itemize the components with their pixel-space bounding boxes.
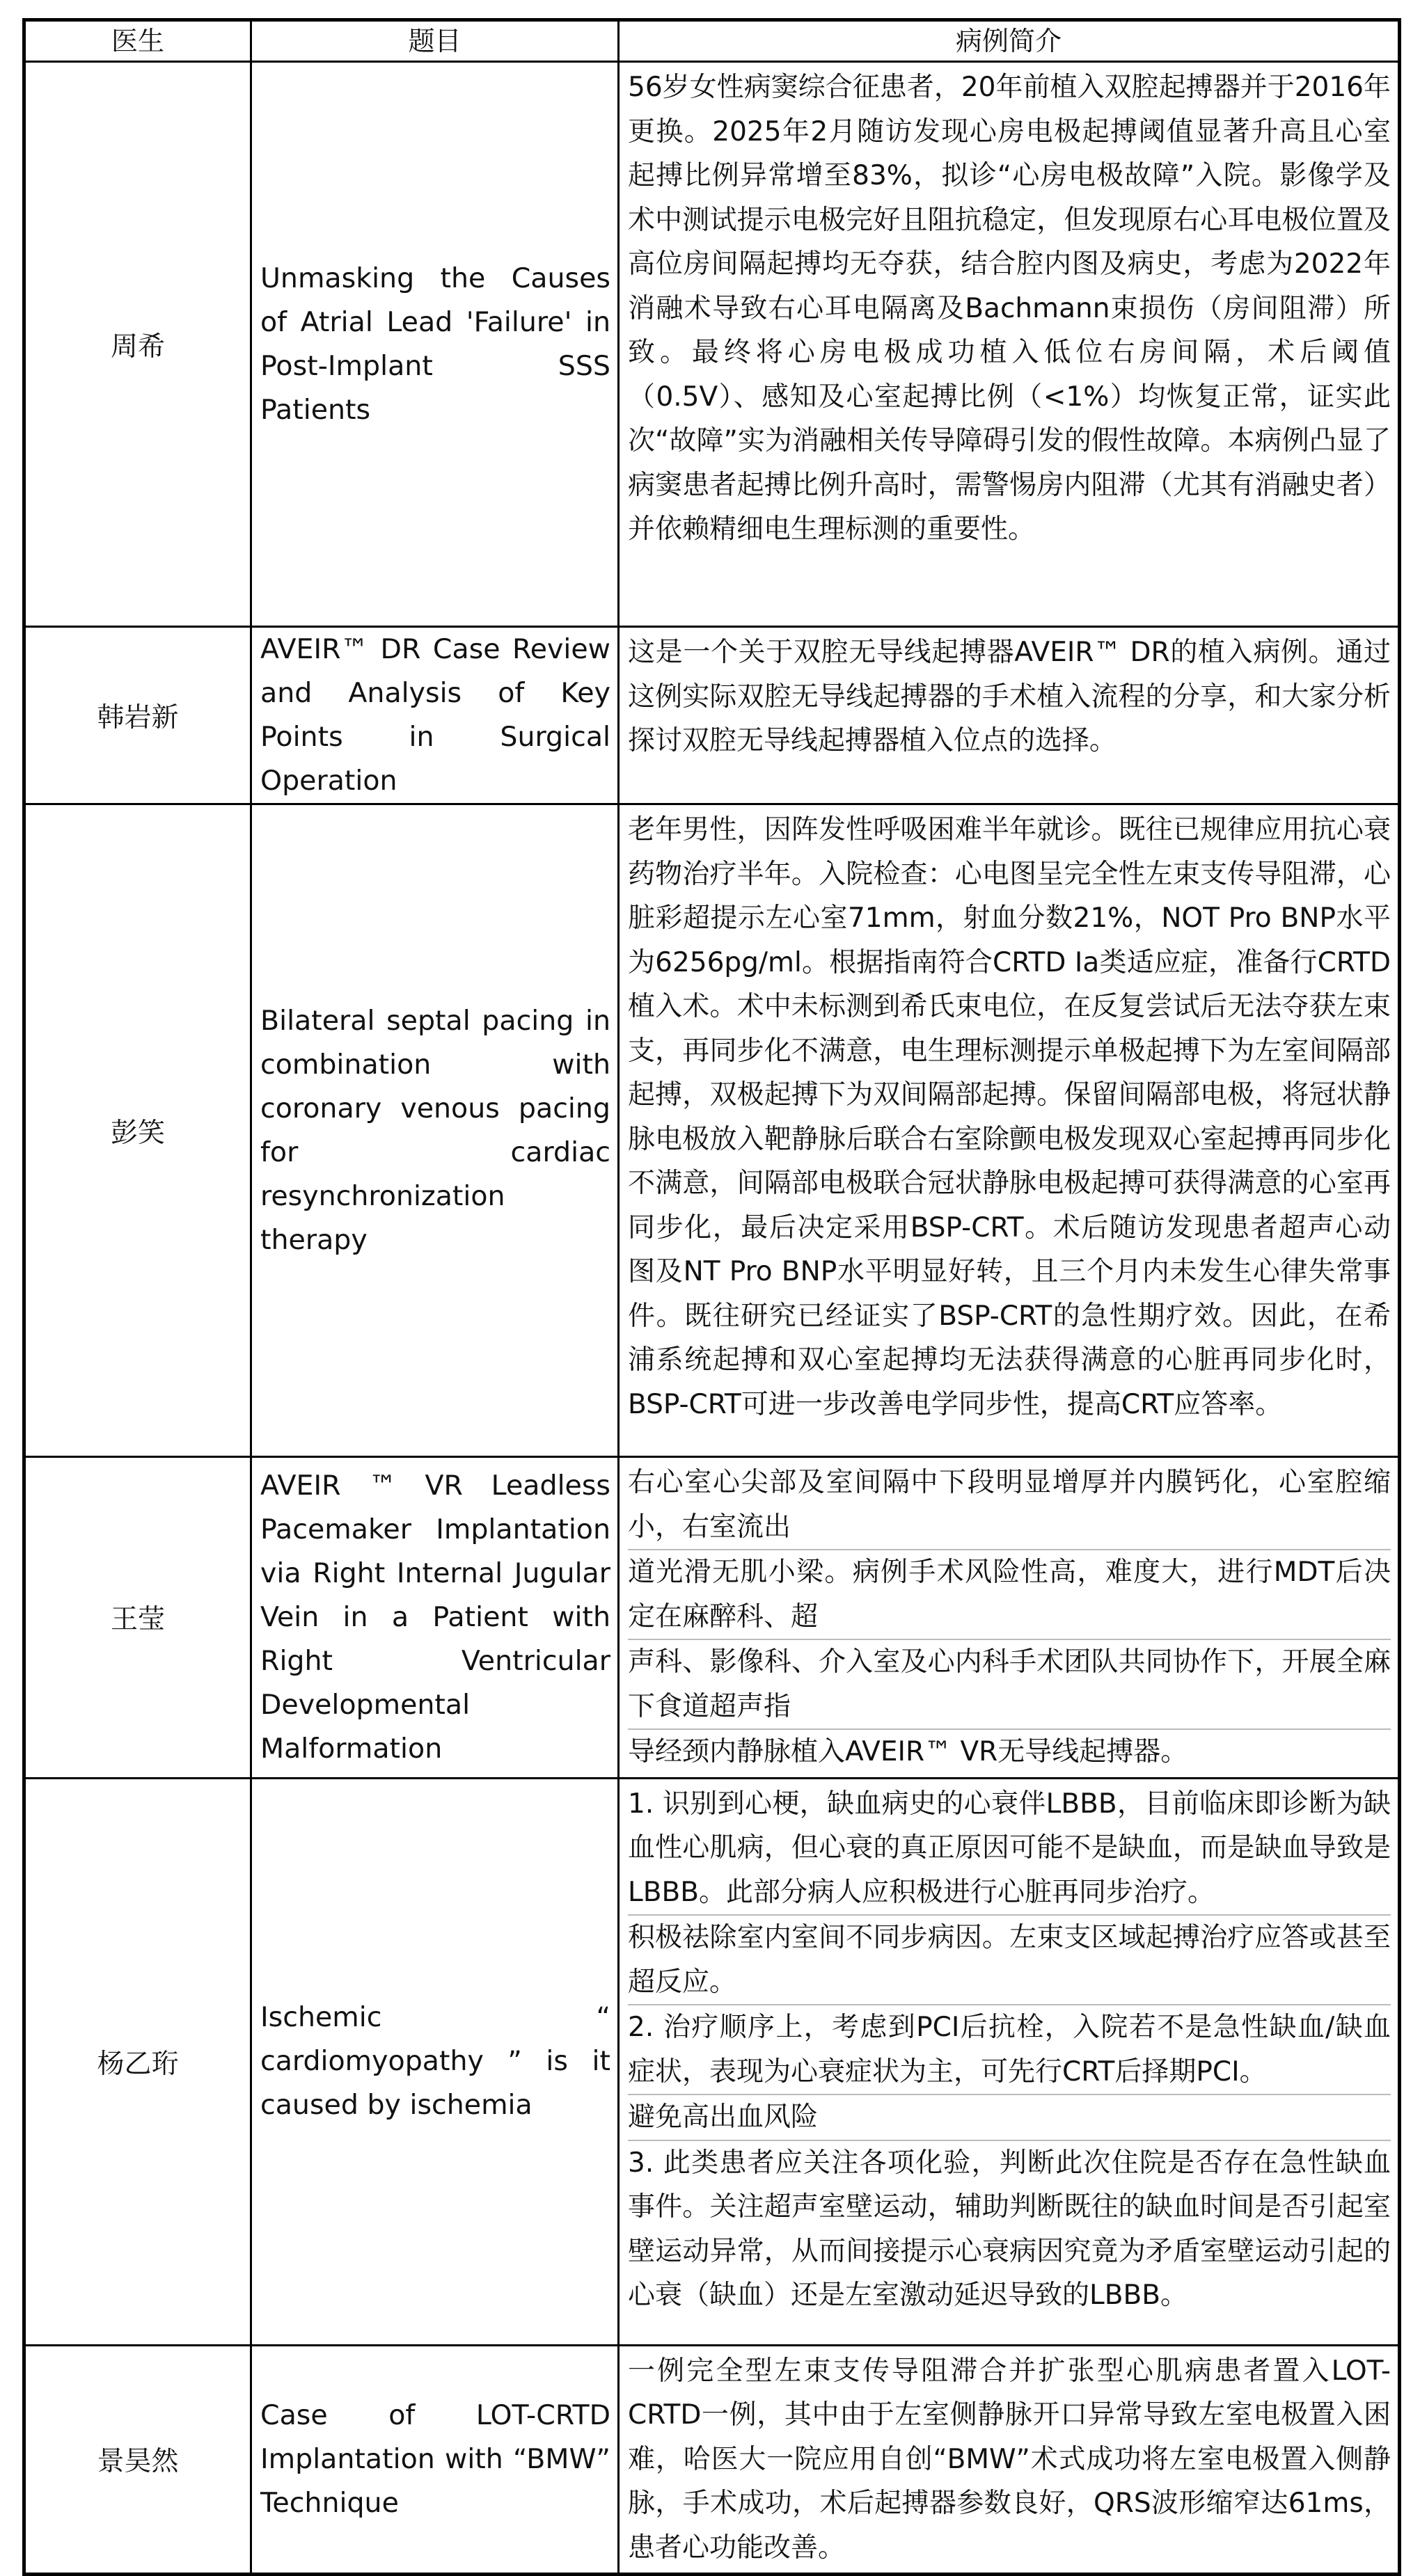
intro-cell [619, 804, 1400, 1457]
table-row [24, 627, 1400, 804]
intro-cell [619, 62, 1400, 627]
table-body [24, 62, 1400, 2575]
intro-paragraph: 积极祛除室内室间不同步病因。左束支区域起搏治疗应答或甚至超反应。 [628, 1916, 1391, 2005]
doctor-cell: 周希 [24, 62, 251, 627]
doctor-cell: 杨乙珩 [24, 1778, 251, 2345]
intro-paragraph: 右心室心尖部及室间隔中下段明显增厚并内膜钙化，心室腔缩小，右室流出 [628, 1461, 1391, 1550]
doctor-cell: 景昊然 [24, 2345, 251, 2575]
header-title: 题目 [251, 20, 619, 62]
table-row [24, 62, 1400, 627]
intro-paragraph: 56岁女性病窦综合征患者，20年前植入双腔起搏器并于2016年更换。2025年2月随访发现心房电极起搏阈值显著升高且心室起搏比例异常增至83%，拟诊“心房电极故障”入院。影像学及术中测试提示电极完好且阻抗稳定，但发现原右心耳电极位置及高位房间隔起搏均无夺获，结合腔内图及病史，考虑为2022年消融术导致右心耳电隔离及Bachmann束损伤（房间阻滞）所致。最终将心房电极成功植入低位右房间隔，术后阈值（0.5V）、感知及心室起搏比例（<1%）均恢复正常，证实此次“故障”实为消融相关传导障碍引发的假性故障。本病例凸显了病窦患者起搏比例升高时，需警惕房内阻滞（尤其有消融史者）并依赖精细电生理标测的重要性。 [628, 72, 1391, 545]
title-cell: Bilateral septal pacing in combination with coronary venous pacing for cardiac resynchronization therapy [251, 804, 619, 1457]
title-cell: AVEIR™ DR Case Review and Analysis of Key Points in Surgical Operation [251, 627, 619, 804]
case-table [22, 18, 1401, 2576]
intro-paragraph: 导经颈内静脉植入AVEIR™ VR无导线起搏器。 [628, 1736, 1188, 1767]
header-row [24, 20, 1400, 62]
intro-paragraph: 这是一个关于双腔无导线起搏器AVEIR™ DR的植入病例。通过这例实际双腔无导线起搏器的手术植入流程的分享，和大家分析探讨双腔无导线起搏器植入位点的选择。 [628, 637, 1391, 756]
header-intro: 病例简介 [619, 20, 1400, 62]
intro-cell [619, 627, 1400, 804]
intro-paragraph: 道光滑无肌小梁。病例手术风险性高，难度大，进行MDT后决定在麻醉科、超 [628, 1550, 1391, 1640]
doctor-cell: 韩岩新 [24, 627, 251, 804]
title-cell: Ischemic “ cardiomyopathy ” is it caused by ischemia [251, 1778, 619, 2345]
intro-paragraph: 3. 此类患者应关注各项化验，判断此次住院是否存在急性缺血事件。关注超声室壁运动，辅助判断既往的缺血时间是否引起室壁运动异常，从而间接提示心衰病因究竟为矛盾室壁运动引起的心衰（缺血）还是左室激动延迟导致的LBBB。 [628, 2147, 1391, 2311]
header-doctor: 医生 [24, 20, 251, 62]
intro-cell [619, 1457, 1400, 1779]
doctor-cell: 彭笑 [24, 804, 251, 1457]
table-row [24, 804, 1400, 1457]
title-cell: Case of LOT-CRTD Implantation with “BMW” Technique [251, 2345, 619, 2575]
title-cell: AVEIR ™ VR Leadless Pacemaker Implantation via Right Internal Jugular Vein in a Patient with Right Ventricular Developmental Malformation [251, 1457, 619, 1779]
intro-cell [619, 1778, 1400, 2345]
intro-paragraph: 一例完全型左束支传导阻滞合并扩张型心肌病患者置入LOT-CRTD一例，其中由于左室侧静脉开口异常导致左室电极置入困难，哈医大一院应用自创“BMW”术式成功将左室电极置入侧静脉，手术成功，术后起搏器参数良好，QRS波形缩窄达61ms，患者心功能改善。 [628, 2355, 1391, 2563]
title-cell: Unmasking the Causes of Atrial Lead 'Failure' in Post-Implant SSS Patients [251, 62, 619, 627]
intro-paragraph: 1. 识别到心梗，缺血病史的心衰伴LBBB，目前临床即诊断为缺血性心肌病，但心衰的真正原因可能不是缺血，而是缺血导致是LBBB。此部分病人应积极进行心脏再同步治疗。 [628, 1782, 1391, 1916]
intro-paragraph: 2. 治疗顺序上，考虑到PCI后抗栓，入院若不是急性缺血/缺血症状，表现为心衰症状为主，可先行CRT后择期PCI。 [628, 2005, 1391, 2095]
table-row [24, 1778, 1400, 2345]
intro-cell [619, 2345, 1400, 2575]
intro-paragraph: 老年男性，因阵发性呼吸困难半年就诊。既往已规律应用抗心衰药物治疗半年。入院检查：心电图呈完全性左束支传导阻滞，心脏彩超提示左心室71mm，射血分数21%，NOT Pro BNP水平为6256pg/ml。根据指南符合CRTD Ia类适应症，准备行CRTD植入术。术中未标测到希氏束电位，在反复尝试后无法夺获左束支，再同步化不满意，电生理标测提示单极起搏下为左室间隔部起搏，双极起搏下为双间隔部起搏。保留间隔部电极，将冠状静脉电极放入靶静脉后联合右室除颤电极发现双心室起搏再同步化不满意，间隔部电极联合冠状静脉电极起搏可获得满意的心室再同步化，最后决定采用BSP-CRT。术后随访发现患者超声心动图及NT Pro BNP水平明显好转，且三个月内未发生心律失常事件。既往研究已经证实了BSP-CRT的急性期疗效。因此，在希浦系统起搏和双心室起搏均无法获得满意的心脏再同步化时，BSP-CRT可进一步改善电学同步性，提高CRT应答率。 [628, 814, 1391, 1420]
intro-paragraph: 声科、影像科、介入室及心内科手术团队共同协作下，开展全麻下食道超声指 [628, 1640, 1391, 1730]
table-row [24, 2345, 1400, 2575]
doctor-cell: 王莹 [24, 1457, 251, 1779]
intro-paragraph: 避免高出血风险 [628, 2095, 1391, 2141]
table-row [24, 1457, 1400, 1779]
